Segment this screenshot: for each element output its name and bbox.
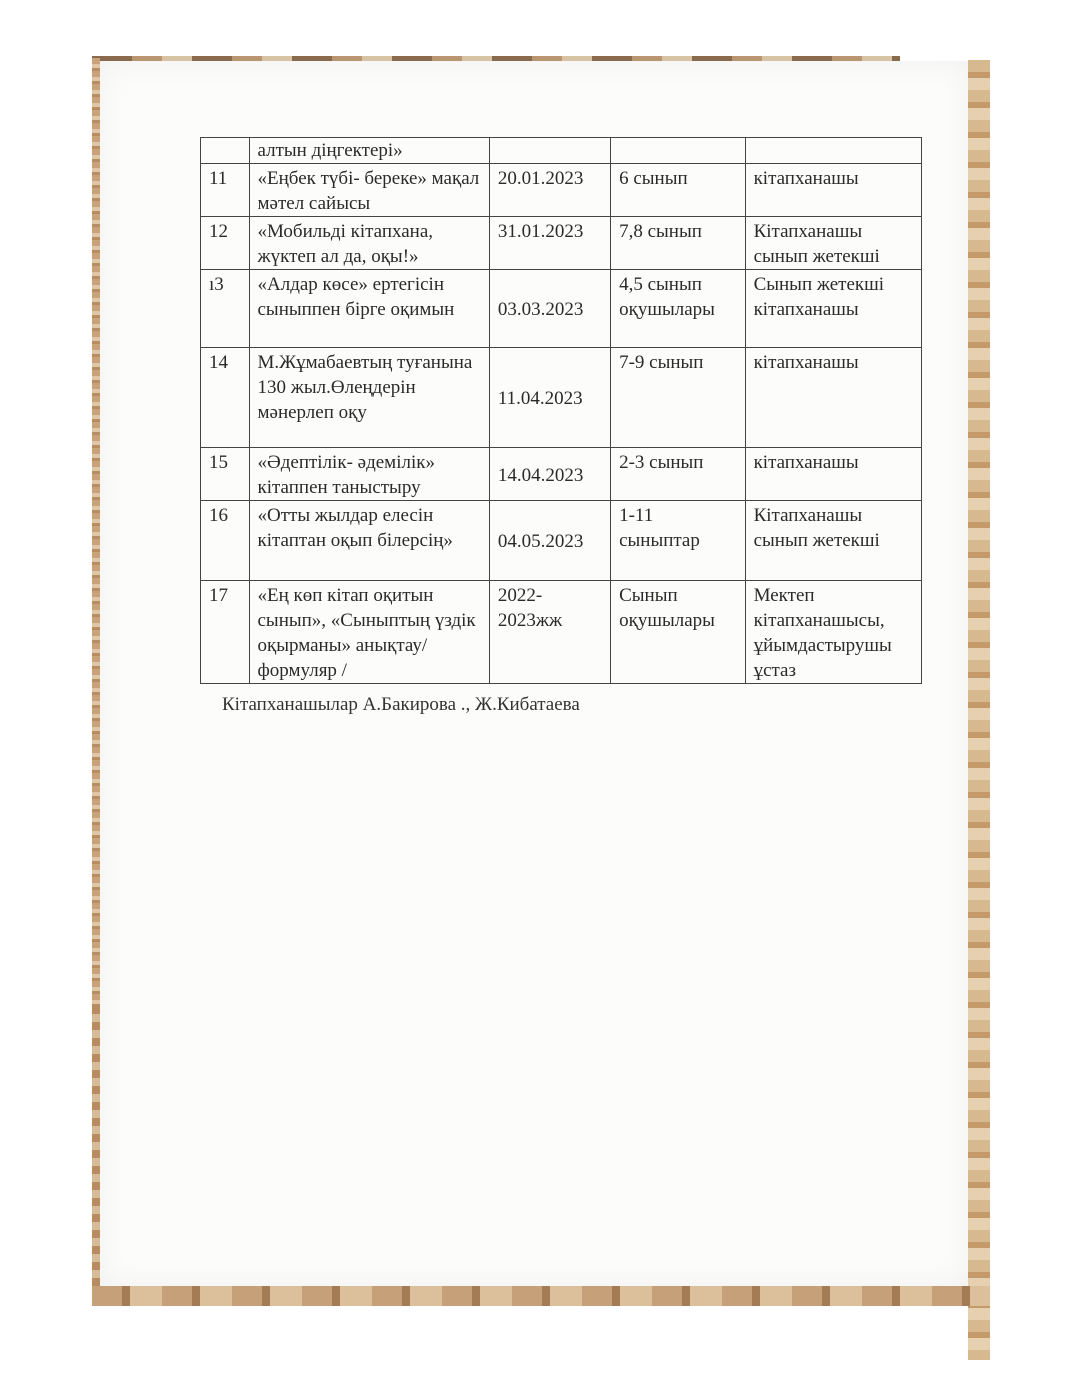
- event-title: М.Жұмабаевтың туғанына 130 жыл.Өлеңдерін мәнерлеп оқу: [249, 348, 489, 448]
- event-class: Сынып оқушылары: [611, 581, 745, 684]
- event-responsible: Мектеп кітапханашысы, ұйымдастырушы ұстаз: [745, 581, 921, 684]
- event-class: 2-3 сынып: [611, 448, 745, 501]
- event-class: 6 сынып: [611, 164, 745, 217]
- event-title: алтын діңгектері»: [249, 138, 489, 164]
- event-class: [611, 138, 745, 164]
- event-class: 7,8 сынып: [611, 217, 745, 270]
- row-number: 17: [201, 581, 250, 684]
- event-responsible: [745, 138, 921, 164]
- table-row: [201, 217, 922, 270]
- event-date: 11.04.2023: [489, 348, 610, 448]
- signature-line: Кітапханашылар А.Бакирова ., Ж.Кибатаева: [222, 694, 580, 715]
- event-title: «Еңбек түбі- береке» мақал мәтел сайысы: [249, 164, 489, 217]
- event-responsible: Кітапханашы сынып жетекші: [745, 501, 921, 581]
- event-class: 7-9 сынып: [611, 348, 745, 448]
- row-number: 16: [201, 501, 250, 581]
- event-date: 20.01.2023: [489, 164, 610, 217]
- event-date: 31.01.2023: [489, 217, 610, 270]
- row-number: 11: [201, 164, 250, 217]
- event-title: «Алдар көсе» ертегісін сыныппен бірге оқимын: [249, 270, 489, 348]
- event-date: [489, 138, 610, 164]
- event-responsible: кітапханашы: [745, 448, 921, 501]
- event-date: 14.04.2023: [489, 448, 610, 501]
- event-title: «Әдептілік- әдемілік» кітаппен таныстыру: [249, 448, 489, 501]
- table-row: [201, 138, 922, 164]
- table-row: [201, 581, 922, 684]
- event-date: 03.03.2023: [489, 270, 610, 348]
- table-row: [201, 270, 922, 348]
- event-class: 4,5 сынып оқушылары: [611, 270, 745, 348]
- row-number: [201, 138, 250, 164]
- wood-surface-right: [968, 60, 990, 1360]
- event-title: «Ең көп кітап оқитын сынып», «Сыныптың үздік оқырманы» анықтау/формуляр /: [249, 581, 489, 684]
- wood-surface-left: [92, 58, 100, 1006]
- event-responsible: кітапханашы: [745, 348, 921, 448]
- event-plan-table: [200, 137, 922, 684]
- row-number: 15: [201, 448, 250, 501]
- wood-surface-bottom: [92, 1286, 990, 1306]
- event-responsible: Сынып жетекші кітапханашы: [745, 270, 921, 348]
- table-row: [201, 448, 922, 501]
- table-row: [201, 501, 922, 581]
- event-date: 2022-2023жж: [489, 581, 610, 684]
- row-number: ı3: [201, 270, 250, 348]
- event-title: «Мобильді кітапхана, жүктеп ал да, оқы!»: [249, 217, 489, 270]
- event-title: «Отты жылдар елесін кітаптан оқып білерсің»: [249, 501, 489, 581]
- event-responsible: кітапханашы: [745, 164, 921, 217]
- event-responsible: Кітапханашы сынып жетекші: [745, 217, 921, 270]
- row-number: 14: [201, 348, 250, 448]
- table-row: [201, 164, 922, 217]
- event-class: 1-11 сыныптар: [611, 501, 745, 581]
- table-row: [201, 348, 922, 448]
- event-date: 04.05.2023: [489, 501, 610, 581]
- row-number: 12: [201, 217, 250, 270]
